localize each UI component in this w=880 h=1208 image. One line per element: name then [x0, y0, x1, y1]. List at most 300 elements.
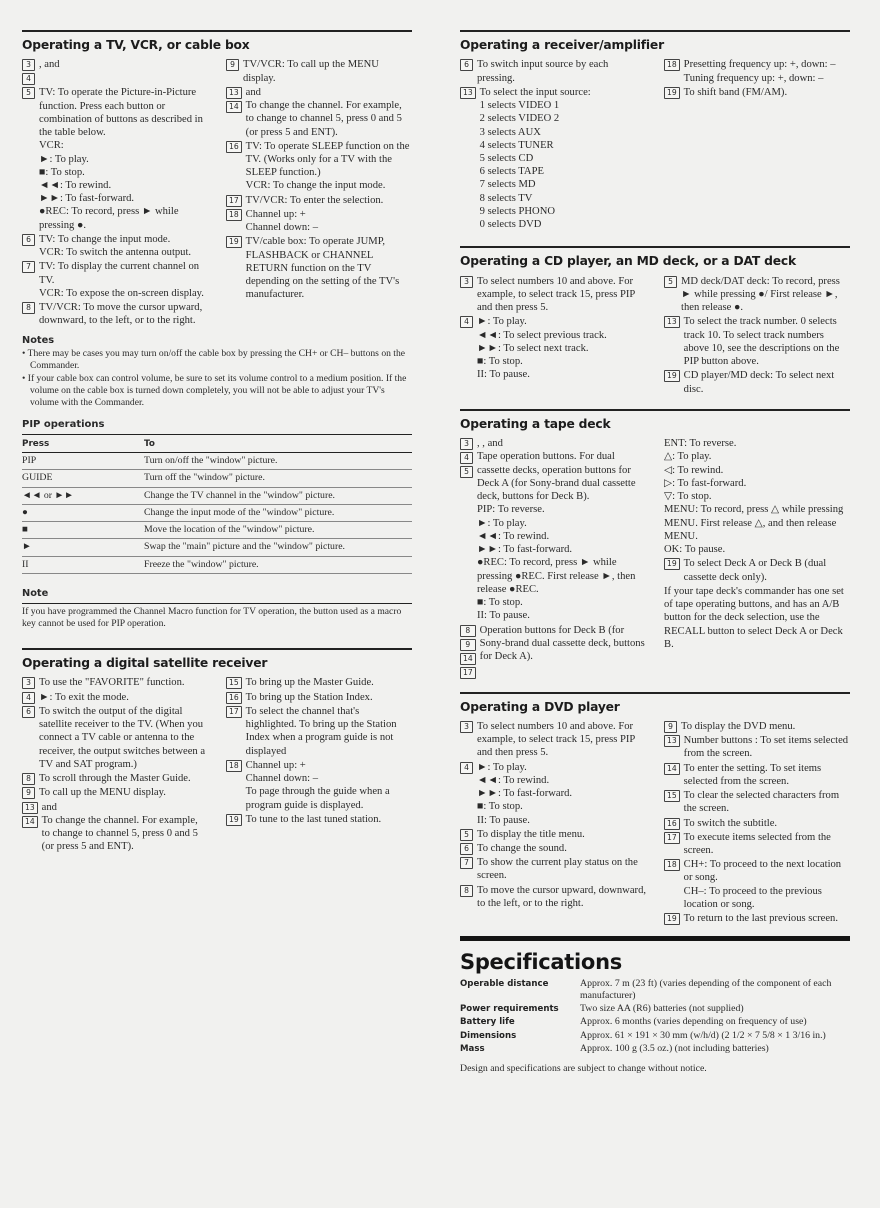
item-text	[477, 856, 646, 882]
item-text	[480, 624, 646, 679]
to-cell: Swap the "main" picture and the "window" picture.	[144, 541, 345, 553]
item-line: ENT: To reverse.	[664, 438, 737, 450]
item-line: To page through the guide when a program guide is displayed.	[245, 786, 390, 811]
list-item	[664, 858, 850, 911]
item-line: TV: To operate SLEEP function on the TV. (Works only for a TV with the SLEEP function.)	[245, 140, 410, 179]
press-cell: GUIDE	[22, 472, 53, 484]
item-text	[477, 437, 646, 622]
item-line: CH–: To proceed to the previous location or song.	[683, 885, 822, 910]
button-number-icon: 9	[22, 787, 35, 799]
list-item	[226, 208, 412, 234]
item-line: If your tape deck's commander has one set of tape operating buttons, and has an A/B button for the deck selection, use the RECALL button to select Deck A or Deck B.	[664, 585, 844, 650]
list-item	[460, 437, 646, 622]
button-number-icons	[226, 194, 242, 207]
item-line: TV: To change the input mode.	[39, 233, 171, 245]
button-number-icon: 17	[460, 667, 476, 679]
spec-rows	[460, 978, 850, 1055]
item-text	[39, 233, 208, 259]
item-line: II: To pause.	[477, 369, 530, 381]
list-item	[460, 275, 646, 315]
item-line: ■: To stop.	[477, 597, 523, 609]
item-text	[246, 759, 412, 812]
button-number-icon: 5	[460, 466, 473, 478]
item-line: To select the input source:	[479, 86, 591, 98]
spec-label: Operable distance	[460, 978, 549, 989]
button-number-icons	[460, 842, 473, 855]
button-number-icon: 13	[460, 87, 476, 99]
item-line: To select the channel that's highlighted. To bring up the Station Index when a program guide is not displayed	[245, 705, 397, 757]
button-number-icons	[226, 58, 239, 84]
button-number-icons	[22, 58, 35, 85]
item-line: Channel up: +	[245, 208, 306, 220]
button-number-icons	[226, 813, 242, 826]
spec-row	[460, 1003, 850, 1015]
item-line: Channel down: –	[245, 773, 319, 785]
button-number-icon: 6	[460, 59, 473, 71]
button-number-icons	[664, 734, 680, 760]
item-line: To switch input source by each pressing.	[477, 59, 609, 84]
list-item	[22, 705, 208, 771]
spec-value: Approx. 61 × 191 × 30 mm (w/h/d) (2 1/2 × 7 5/8 × 1 3/16 in.)	[580, 1029, 826, 1041]
item-line: To enter the setting. To set items selected from the screen.	[683, 762, 822, 787]
item-text	[684, 369, 850, 395]
right-column	[460, 30, 850, 1075]
item-text	[477, 884, 646, 910]
spec-footer: Design and specifications are subject to change without notice.	[460, 1063, 707, 1075]
button-number-icons	[22, 260, 35, 300]
button-number-icon: 13	[664, 316, 680, 328]
item-line: Channel up: +	[245, 759, 306, 771]
notes-title: Notes	[22, 334, 55, 346]
cd-left	[460, 275, 646, 397]
list-item	[664, 58, 850, 84]
button-number-icon: 7	[22, 261, 35, 273]
item-text	[684, 817, 850, 830]
button-number-icon: 14	[22, 816, 38, 828]
list-item	[664, 912, 850, 925]
item-text	[681, 720, 850, 733]
item-line: ►: To exit the mode.	[39, 691, 129, 703]
list-item	[226, 705, 412, 758]
button-number-icon: 8	[22, 302, 35, 314]
list-item	[22, 86, 208, 232]
item-text	[246, 194, 412, 207]
table-row	[22, 470, 412, 487]
press-cell: ■	[22, 524, 28, 536]
amp-section	[460, 32, 850, 232]
item-text	[684, 557, 850, 583]
item-line: To select the track number. 0 selects track 10. To select track numbers above 10, see the descriptions on the PIP button above.	[683, 316, 840, 368]
item-text	[477, 761, 646, 827]
pip-note-title: Note	[22, 588, 412, 604]
button-number-icon: 19	[664, 913, 680, 925]
amp-right	[664, 58, 850, 232]
spec-value: Approx. 7 m (23 ft) (varies depending of the component of each manufacturer)	[580, 977, 832, 1001]
button-number-icon: 6	[22, 234, 35, 246]
button-number-icons	[460, 761, 473, 827]
button-number-icon: 5	[22, 87, 35, 99]
item-text	[480, 86, 646, 232]
button-number-icon: 16	[664, 818, 680, 830]
item-text	[664, 437, 850, 556]
list-item	[226, 691, 412, 704]
pip-note	[22, 588, 412, 630]
button-number-icons	[460, 884, 473, 910]
item-line: ◄◄: To rewind.	[477, 530, 550, 542]
item-line: Presetting frequency up: +, down: –	[683, 59, 836, 71]
item-line: 3 selects AUX	[479, 126, 541, 138]
button-number-icon: 13	[664, 735, 680, 747]
item-line: TV/cable box: To operate JUMP, FLASHBACK or CHANNEL RETURN function on the TV depending on the setting of the TV's manufacturer.	[245, 236, 400, 301]
item-line: VCR: To switch the antenna output.	[39, 247, 192, 259]
item-text	[246, 208, 412, 234]
button-number-icon: 17	[664, 832, 680, 844]
item-text	[39, 301, 208, 327]
item-line: To shift band (FM/AM).	[683, 86, 788, 98]
item-text	[39, 58, 208, 85]
dvd-right	[664, 720, 850, 927]
item-line: To call up the MENU display.	[39, 787, 166, 799]
button-number-icon: 3	[460, 438, 473, 450]
button-number-icons	[664, 789, 680, 815]
section-title: Operating a tape deck	[460, 416, 611, 431]
button-number-icons	[664, 369, 680, 395]
item-line: 2 selects VIDEO 2	[479, 113, 560, 125]
button-number-icons	[226, 691, 242, 704]
item-line: VCR:	[39, 140, 64, 152]
item-line: ►►: To fast-forward.	[477, 788, 573, 800]
item-text	[243, 58, 412, 84]
button-number-icons	[22, 301, 35, 327]
button-number-icon: 19	[226, 814, 242, 826]
item-line: To change the sound.	[477, 842, 567, 854]
button-number-icon: 5	[664, 276, 677, 288]
item-text	[477, 315, 646, 381]
button-number-icon: 8	[22, 773, 35, 785]
item-line: 0 selects DVD	[479, 219, 542, 231]
press-cell: ◄◄ or ►►	[22, 489, 74, 501]
button-number-icon: 14	[664, 763, 680, 775]
button-number-icons	[460, 828, 473, 841]
item-line: ▷: To fast-forward.	[664, 477, 747, 489]
item-line: ●REC: To record, press ► while pressing ●.	[39, 206, 179, 231]
tape-left	[460, 437, 646, 679]
item-text	[684, 734, 850, 760]
to-cell: Change the TV channel in the "window" picture.	[144, 489, 336, 501]
specifications	[460, 945, 850, 1075]
list-item	[460, 315, 646, 381]
item-line: To return to the last previous screen.	[683, 913, 838, 925]
item-line: II: To pause.	[477, 610, 530, 622]
table-row	[22, 505, 412, 522]
list-item	[664, 831, 850, 857]
spec-row	[460, 1016, 850, 1028]
sat-left	[22, 676, 208, 854]
list-item	[22, 260, 208, 300]
item-line: 7 selects MD	[479, 179, 536, 191]
tv-left	[22, 58, 208, 328]
item-text	[681, 275, 850, 315]
item-line: To use the "FAVORITE" function.	[39, 677, 185, 689]
item-line: To bring up the Master Guide.	[245, 677, 374, 689]
amp-left	[460, 58, 646, 232]
button-number-icon: 4	[460, 762, 473, 774]
item-line: To change the channel. For example, to change to channel 5, press 0 and 5 (or press 5 and ENT).	[245, 100, 402, 138]
item-line: ◄◄: To rewind.	[39, 180, 112, 191]
spec-row	[460, 1030, 850, 1042]
press-cell: II	[22, 558, 29, 570]
item-line: TV/VCR: To call up the MENU display.	[243, 59, 379, 84]
button-number-icons	[664, 762, 680, 788]
list-item	[22, 301, 208, 327]
left-column	[22, 30, 412, 854]
spec-value: Approx. 100 g (3.5 oz.) (not including batteries)	[580, 1042, 769, 1054]
list-item	[460, 856, 646, 882]
section-title: Operating a digital satellite receiver	[22, 656, 268, 671]
list-item	[664, 585, 850, 651]
list-item	[664, 315, 850, 368]
table-row	[22, 539, 412, 556]
item-line: ▽: To stop.	[664, 491, 712, 503]
button-number-icons	[460, 275, 473, 315]
button-number-icons	[460, 720, 473, 760]
item-text	[477, 842, 646, 855]
list-item	[226, 759, 412, 812]
item-line: ►►: To select next track.	[477, 342, 589, 354]
button-number-icons	[226, 235, 242, 301]
item-line: VCR: To expose the on-screen display.	[39, 287, 204, 299]
item-line: 4 selects TUNER	[479, 139, 554, 151]
button-number-icon: 8	[460, 885, 473, 897]
list-item	[22, 676, 208, 689]
button-number-icon: 3	[460, 276, 473, 288]
item-line: To select Deck A or Deck B (dual cassette deck only).	[683, 558, 827, 583]
item-line: , and	[39, 59, 60, 71]
spec-label: Dimensions	[460, 1030, 517, 1041]
item-text	[477, 58, 646, 84]
button-number-icons	[226, 759, 242, 812]
list-item	[460, 720, 646, 760]
item-line: ●REC: To record, press ► while pressing ●REC. First release ►, then release ●REC.	[477, 557, 636, 595]
item-line: CD player/MD deck: To select next disc.	[683, 370, 835, 395]
spec-label: Power requirements	[460, 1004, 559, 1015]
spec-value: Two size AA (R6) batteries (not supplied)	[580, 1003, 744, 1015]
button-number-icons	[22, 772, 35, 785]
item-line: 8 selects TV	[479, 192, 533, 204]
section-title: Operating a receiver/amplifier	[460, 38, 664, 52]
item-text	[477, 828, 646, 841]
item-line: ►: To play.	[39, 153, 89, 165]
item-line: TV: To operate the Picture-in-Picture function. Press each button or combination of buttons as described in the table below.	[39, 87, 203, 139]
item-line: To select numbers 10 and above. For example, to select track 15, press PIP and then press 5.	[477, 275, 635, 314]
item-line: II: To pause.	[477, 814, 530, 826]
spec-label: Battery life	[460, 1017, 515, 1028]
button-number-icon: 4	[460, 452, 473, 464]
table-row	[22, 557, 412, 574]
list-item	[460, 761, 646, 827]
item-line: TV/VCR: To move the cursor upward, downward, to the left, or to the right.	[39, 302, 203, 327]
item-line: , , and	[477, 438, 503, 450]
button-number-icons	[664, 817, 680, 830]
button-number-icon: 14	[226, 101, 242, 113]
item-text	[246, 813, 412, 826]
pip-table	[22, 419, 412, 630]
item-line: ■: To stop.	[39, 166, 85, 178]
button-number-icons	[460, 58, 473, 84]
list-item	[664, 720, 850, 733]
list-item	[22, 772, 208, 785]
spec-row	[460, 978, 850, 1002]
button-number-icons	[460, 315, 473, 381]
item-line: TV: To display the current channel on TV.	[39, 261, 200, 286]
button-number-icon: 9	[460, 639, 476, 651]
button-number-icon: 18	[664, 59, 680, 71]
list-item	[22, 786, 208, 799]
button-number-icons	[664, 86, 680, 99]
item-line: ■: To stop.	[477, 356, 523, 368]
button-number-icons	[226, 676, 242, 689]
button-number-icons	[460, 86, 476, 232]
item-line: 9 selects PHONO	[479, 205, 555, 217]
button-number-icons	[664, 275, 677, 315]
button-number-icons	[460, 437, 473, 622]
section-title: Operating a DVD player	[460, 699, 620, 714]
to-cell: Turn on/off the "window" picture.	[144, 455, 278, 467]
button-number-icons	[226, 208, 242, 234]
item-line: To display the title menu.	[477, 828, 585, 840]
item-line: To select numbers 10 and above. For example, to select track 15, press PIP and then press 5.	[477, 720, 635, 759]
item-line: 1 selects VIDEO 1	[479, 100, 560, 112]
list-item	[664, 369, 850, 395]
item-line: ■: To stop.	[477, 801, 523, 813]
list-item	[664, 437, 850, 556]
item-text	[39, 86, 208, 232]
table-row	[22, 488, 412, 505]
to-cell: Change the input mode of the "window" picture.	[144, 506, 335, 518]
button-number-icons	[664, 557, 680, 583]
tv-right	[226, 58, 412, 328]
cd-right	[664, 275, 850, 397]
spec-value: Approx. 6 months (varies depending on frequency of use)	[580, 1016, 807, 1028]
button-number-icon: 17	[226, 195, 242, 207]
button-number-icons	[226, 705, 242, 758]
list-item	[226, 813, 412, 826]
button-number-icon: 19	[226, 236, 242, 248]
button-number-icons	[664, 58, 680, 84]
dvd-section	[460, 694, 850, 927]
button-number-icon: 19	[664, 370, 680, 382]
item-line: To show the current play status on the screen.	[477, 857, 638, 882]
item-line: To display the DVD menu.	[681, 720, 796, 732]
item-line: CH+: To proceed to the next location or song.	[683, 859, 842, 884]
button-number-icon: 18	[226, 209, 242, 221]
list-item	[226, 86, 412, 139]
pip-header-row	[22, 437, 412, 453]
list-item	[664, 789, 850, 815]
press-cell: PIP	[22, 455, 37, 467]
item-text	[684, 831, 850, 857]
button-number-icons	[22, 691, 35, 704]
list-item	[226, 140, 412, 193]
list-item	[460, 828, 646, 841]
item-line: MENU: To record, press △ while pressing MENU. First release △, and then release MENU.	[664, 504, 844, 542]
item-text	[477, 720, 646, 760]
item-text	[246, 676, 412, 689]
button-number-icons	[460, 624, 476, 679]
item-line: VCR: To change the input mode.	[245, 180, 386, 192]
item-line: and	[41, 801, 57, 813]
item-text	[684, 912, 850, 925]
item-line: ►: To play.	[477, 761, 527, 773]
button-number-icons	[22, 786, 35, 799]
item-line: Tape operation buttons. For dual cassette decks, operation buttons for Deck A (for Sony-brand dual cassette deck, buttons for Deck B).	[477, 451, 636, 503]
button-number-icon: 15	[664, 790, 680, 802]
item-text	[246, 86, 412, 139]
item-line: ◁: To rewind.	[664, 464, 724, 476]
item-line: ►►: To fast-forward.	[477, 544, 573, 556]
item-line: ◄◄: To select previous track.	[477, 329, 607, 341]
button-number-icon: 6	[460, 843, 473, 855]
list-item	[22, 691, 208, 704]
list-item	[664, 817, 850, 830]
sat-right	[226, 676, 412, 854]
item-line: Tuning frequency up: +, down: –	[683, 72, 824, 84]
button-number-icon: 16	[226, 692, 242, 704]
button-number-icon: 5	[460, 829, 473, 841]
cd-section	[460, 248, 850, 396]
button-number-icon: 3	[460, 721, 473, 733]
list-item	[460, 884, 646, 910]
tape-section	[460, 411, 850, 680]
item-line: To tune to the last tuned station.	[245, 813, 382, 825]
tv-notes	[22, 335, 412, 409]
item-text	[684, 762, 850, 788]
button-number-icon: 19	[664, 87, 680, 99]
spec-label: Mass	[460, 1043, 485, 1054]
button-number-icons	[226, 86, 242, 139]
button-number-icon: 18	[664, 859, 680, 871]
col-press: Press	[22, 439, 50, 450]
section-title: Operating a TV, VCR, or cable box	[22, 38, 250, 52]
button-number-icons	[22, 676, 35, 689]
item-text	[684, 58, 850, 84]
item-line: To clear the selected characters from the screen.	[683, 790, 840, 815]
item-line: Channel down: –	[245, 222, 319, 234]
to-cell: Freeze the "window" picture.	[144, 558, 259, 570]
to-cell: Turn off the "window" picture.	[144, 472, 265, 484]
item-line: To switch the output of the digital satellite receiver to the TV. (When you connect a TV cable or antenna to the receiver, the output switches between a TV and SAT program.)	[39, 705, 206, 770]
table-row	[22, 453, 412, 470]
item-line: MD deck/DAT deck: To record, press ► while pressing ●/ First release ►, then release ●.	[681, 275, 840, 314]
item-text	[39, 705, 208, 771]
list-item	[664, 557, 850, 583]
list-item	[460, 842, 646, 855]
item-text	[39, 260, 208, 300]
item-line: ►: To play.	[477, 316, 527, 328]
button-number-icon: 13	[226, 87, 242, 99]
item-text	[684, 789, 850, 815]
note-item: • If your cable box can control volume, be sure to set its volume control to a medium position. If the volume on the cable box is turned down completely, you will not be able to adjust your TV's volume with the Commander.	[22, 372, 407, 408]
button-number-icon: 16	[226, 141, 242, 153]
item-line: To execute items selected from the screen.	[683, 831, 831, 856]
col-to: To	[144, 439, 155, 450]
button-number-icon: 19	[664, 558, 680, 570]
button-number-icon: 9	[226, 59, 239, 71]
button-number-icon: 4	[460, 316, 473, 328]
item-text	[39, 786, 208, 799]
pip-note-text: If you have programmed the Channel Macro function for TV operation, the button used as a macro key cannot be used for PIP operation.	[22, 606, 402, 630]
item-text	[477, 275, 646, 315]
